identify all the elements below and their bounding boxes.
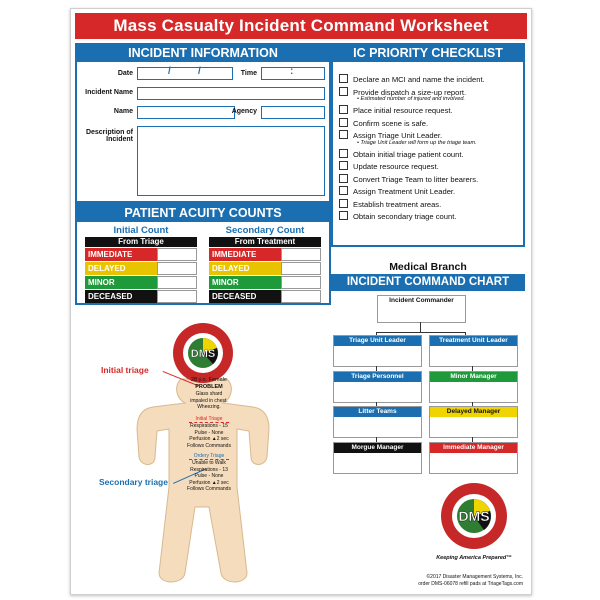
description-field[interactable] [137, 126, 325, 196]
checklist-item[interactable] [339, 199, 441, 209]
checklist-item-note: • Triage Unit Leader will form up the triage team. [357, 139, 477, 146]
command-chart-box[interactable] [429, 406, 518, 438]
checkbox[interactable] [339, 161, 348, 170]
incident-name-label: Incident Name [85, 89, 133, 96]
command-chart-role: Minor Manager [430, 372, 517, 382]
secondary-triage-tag: Ordery Triage [189, 453, 229, 460]
checklist-item-label: Place initial resource request. [353, 106, 453, 115]
acuity-count-field[interactable] [281, 290, 321, 303]
command-chart-role: Morgue Manager [334, 443, 421, 453]
checkbox[interactable] [339, 118, 348, 127]
acuity-count-field[interactable] [157, 262, 197, 275]
date-separator: / [168, 66, 171, 77]
secondary-count-rows [209, 248, 321, 303]
command-chart-role: Immediate Manager [430, 443, 517, 453]
acuity-count-field[interactable] [281, 276, 321, 289]
command-chart-box[interactable] [333, 442, 422, 474]
initial-count-column [85, 226, 197, 303]
acuity-category-label: IMMEDIATE [85, 248, 157, 261]
checklist-item-label: Assign Triage Unit Leader. [353, 131, 443, 140]
command-chart-box[interactable] [333, 371, 422, 403]
date-field[interactable] [137, 67, 233, 80]
acuity-category-label: DECEASED [209, 290, 281, 303]
checkbox[interactable] [339, 174, 348, 183]
command-chart-role: Treatment Unit Leader [430, 336, 517, 346]
acuity-row [85, 248, 197, 261]
incident-name-field[interactable] [137, 87, 325, 100]
incident-command-chart-heading: INCIDENT COMMAND CHART [331, 274, 525, 291]
acuity-row [85, 290, 197, 303]
acuity-category-label: MINOR [209, 276, 281, 289]
incident-information-heading: INCIDENT INFORMATION [77, 45, 329, 62]
acuity-count-field[interactable] [281, 262, 321, 275]
acuity-row [209, 290, 321, 303]
patient-description: 28 y.o. Female [191, 377, 227, 383]
order-text: order DMS-06078 refill pads at TriageTags.com [418, 581, 523, 587]
acuity-count-field[interactable] [157, 248, 197, 261]
dms-logo-text: DMS [458, 508, 490, 524]
date-separator: / [198, 66, 201, 77]
checklist-item[interactable] [339, 174, 478, 184]
acuity-row [209, 248, 321, 261]
checkbox[interactable] [339, 87, 348, 96]
dms-logo [439, 481, 509, 551]
figure-text-line: Follows Commands [187, 486, 231, 492]
checklist-item-label: Obtain secondary triage count. [353, 212, 457, 221]
command-chart-role: Triage Unit Leader [334, 336, 421, 346]
checklist-item[interactable] [339, 130, 442, 140]
patient-figure [133, 317, 273, 587]
checklist-item-label: Convert Triage Team to litter bearers. [353, 174, 479, 184]
acuity-row [209, 262, 321, 275]
command-chart-role: Litter Teams [334, 407, 421, 417]
problem-label: PROBLEM [195, 384, 223, 390]
time-separator: : [290, 66, 294, 77]
secondary-count-column [209, 226, 321, 303]
initial-count-rows [85, 248, 197, 303]
command-chart-box[interactable] [429, 442, 518, 474]
checklist-item-label: Obtain initial triage patient count. [353, 149, 464, 159]
initial-count-label: Initial Count [113, 225, 169, 236]
figure-text-line: Pulse - None [194, 473, 224, 479]
acuity-row [85, 262, 197, 275]
figure-text-line: impaled in chest. [190, 397, 228, 404]
checklist-item[interactable] [339, 87, 466, 97]
worksheet-page [70, 8, 532, 595]
checklist-item-label: Establish treatment areas. [353, 199, 442, 209]
date-label: Date [117, 70, 133, 77]
acuity-count-field[interactable] [157, 290, 197, 303]
dms-logo-text: DMS [190, 348, 216, 360]
incident-information-panel [75, 43, 331, 203]
figure-text-line: Respirations - 15 [190, 423, 228, 429]
patient-acuity-counts-heading: PATIENT ACUITY COUNTS [77, 205, 329, 222]
connector-line [376, 332, 466, 333]
ic-priority-checklist-panel [331, 43, 525, 247]
checklist-item-note: • Estimated number of injured and involved. [357, 96, 465, 102]
checkbox[interactable] [339, 74, 348, 83]
time-field[interactable] [261, 67, 325, 80]
checkbox[interactable] [339, 211, 348, 220]
command-chart-box[interactable] [429, 335, 518, 367]
connector-line [420, 322, 421, 332]
incident-commander-box[interactable] [377, 295, 466, 323]
checklist-item-label: Update resource request. [353, 162, 439, 171]
checkbox[interactable] [339, 199, 348, 208]
figure-text-line: Perfusion ▲2 sec [189, 479, 229, 486]
checkbox[interactable] [339, 130, 348, 139]
command-chart-box[interactable] [333, 335, 422, 367]
figure-text-line: Pulse - None [194, 429, 224, 436]
acuity-count-field[interactable] [281, 248, 321, 261]
acuity-row [209, 276, 321, 289]
checklist-item-label: Assign Treatment Unit Leader. [353, 187, 456, 196]
command-chart-box[interactable] [333, 406, 422, 438]
checklist-item[interactable] [339, 161, 439, 171]
figure-text-line: Wheezing. [197, 404, 221, 410]
incident-commander-label: Incident Commander [389, 297, 454, 304]
checklist-item[interactable] [339, 118, 428, 128]
initial-triage-caption: Initial triage [101, 365, 149, 375]
checkbox[interactable] [339, 149, 348, 158]
acuity-category-label: DELAYED [85, 262, 157, 275]
name-field[interactable] [137, 106, 235, 119]
patient-acuity-counts-panel [75, 203, 331, 305]
agency-label: Agency [231, 108, 257, 115]
name-label: Name [113, 108, 133, 115]
command-chart-box[interactable] [429, 371, 518, 403]
acuity-category-label: DELAYED [209, 262, 281, 275]
initial-triage-tag: Initial Triage [189, 416, 229, 423]
checklist-item[interactable] [339, 186, 455, 196]
figure-text-line: Glass shard [195, 391, 223, 397]
checklist-item[interactable] [339, 211, 456, 221]
checkbox[interactable] [339, 105, 348, 114]
secondary-count-source: From Treatment [209, 237, 321, 247]
acuity-count-field[interactable] [157, 276, 197, 289]
figure-text-line: Respirations - 13 [190, 466, 228, 473]
figure-text-line: Unable to Walk [192, 460, 226, 466]
description-label: Description of Incident [85, 129, 133, 143]
acuity-category-label: DECEASED [85, 290, 157, 303]
ic-priority-checklist-heading: IC PRIORITY CHECKLIST [333, 45, 523, 62]
checklist-item[interactable] [339, 149, 464, 159]
command-chart-role: Delayed Manager [430, 407, 517, 417]
command-chart-role: Triage Personnel [334, 372, 421, 382]
medical-branch-label: Medical Branch [389, 261, 467, 273]
checklist-item[interactable] [339, 105, 453, 115]
checklist-item-label: Provide dispatch a size-up report. [353, 87, 467, 97]
acuity-row [85, 276, 197, 289]
worksheet-title: Mass Casualty Incident Command Worksheet [75, 13, 527, 39]
secondary-triage-caption: Secondary triage [99, 477, 168, 487]
figure-text-line: Follows Commands [187, 442, 231, 449]
figure-text-line: Perfusion ▲2 sec [189, 436, 229, 442]
copyright-text: ©2017 Disaster Management Systems, Inc. [426, 574, 523, 580]
checkbox[interactable] [339, 186, 348, 195]
initial-count-source: From Triage [85, 237, 197, 247]
tagline: Keeping America Prepared™ [436, 555, 512, 561]
checklist-item[interactable] [339, 74, 485, 84]
acuity-category-label: IMMEDIATE [209, 248, 281, 261]
secondary-count-label: Secondary Count [225, 225, 305, 236]
checklist-item-label: Confirm scene is safe. [353, 118, 429, 128]
time-label: Time [240, 70, 257, 77]
acuity-category-label: MINOR [85, 276, 157, 289]
checklist-item-label: Declare an MCI and name the incident. [353, 75, 485, 84]
agency-field[interactable] [261, 106, 325, 119]
